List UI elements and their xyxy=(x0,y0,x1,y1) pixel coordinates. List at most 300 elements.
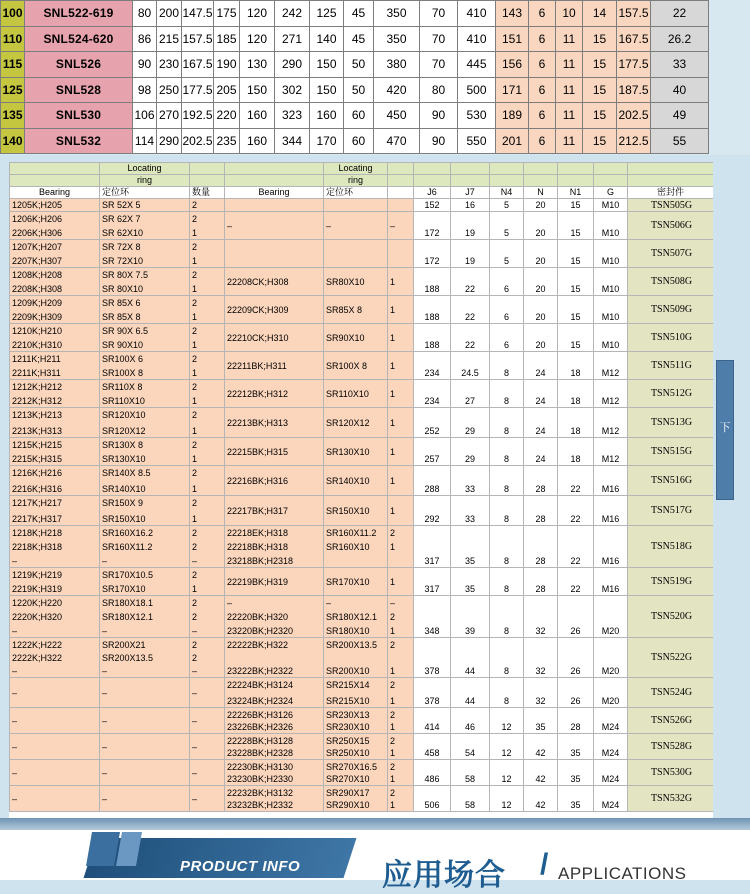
j6-cell: 378 xyxy=(414,638,451,678)
locating-ring-1-cell-line: SR150X 9 xyxy=(102,497,144,508)
header-locating: Locating xyxy=(100,163,190,175)
j6-cell: 152 xyxy=(414,199,451,212)
locating-ring-1-cell xyxy=(100,708,190,734)
locating-ring-2-cell-line: SR180X10 xyxy=(326,625,370,636)
seal-cell: TSN522G xyxy=(628,638,714,678)
locating-ring-2-cell-line: SR215X14 xyxy=(326,679,370,690)
quantity-2-cell-line: 1 xyxy=(390,332,396,343)
locating-ring-2-cell-line: SR180X12.1 xyxy=(326,611,378,622)
n-cell: 28 xyxy=(524,526,558,568)
top-value-cell: 160 xyxy=(310,103,344,129)
quantity-1-cell-line: – xyxy=(192,715,198,726)
top-value-cell: 177.5 xyxy=(182,77,214,103)
locating-ring-1-cell-line: SR130X10 xyxy=(102,453,146,464)
locating-ring-1-cell-line: SR120X12 xyxy=(102,425,146,436)
bearing-1-cell-lines xyxy=(12,467,99,495)
locating-ring-2-cell-line: SR120X12 xyxy=(326,417,370,428)
quantity-2-cell xyxy=(388,526,414,568)
bearing-2-cell-line: 23230BK;H2330 xyxy=(227,773,294,784)
bearing-2-cell-line: 22218EK;H318 xyxy=(227,527,289,538)
bearing-1-cell xyxy=(10,708,100,734)
quantity-1-cell-lines xyxy=(192,597,224,637)
bearing-1-cell-line: 1208K;H208 xyxy=(12,269,63,280)
quantity-1-cell xyxy=(190,324,225,352)
quantity-1-cell-line: 2 xyxy=(192,541,198,552)
header-cell xyxy=(490,175,524,187)
quantity-1-cell-line: 1 xyxy=(192,367,198,378)
quantity-1-cell-line: 1 xyxy=(192,395,198,406)
quantity-2-cell xyxy=(388,212,414,240)
top-housing-cell: SNL532 xyxy=(25,128,133,154)
top-value-cell: 80 xyxy=(420,77,458,103)
header-j6: J6 xyxy=(414,187,451,199)
quantity-1-cell-line: – xyxy=(192,555,198,566)
applications-title-en: APPLICATIONS xyxy=(558,864,687,883)
quantity-2-cell-lines xyxy=(390,787,413,811)
quantity-1-cell-line: – xyxy=(192,793,198,804)
table-row xyxy=(10,786,714,812)
quantity-2-cell-line: 1 xyxy=(390,665,396,676)
j7-cell: 35 xyxy=(451,568,490,596)
quantity-2-cell-line: 1 xyxy=(390,576,396,587)
locating-ring-1-cell-line: SR110X 8 xyxy=(102,381,143,392)
quantity-2-cell-lines xyxy=(390,304,413,316)
top-value-cell: 450 xyxy=(374,103,420,129)
j7-cell: 22 xyxy=(451,268,490,296)
top-table-row xyxy=(1,103,709,129)
top-value-cell: 11 xyxy=(556,77,583,103)
locating-ring-2-cell-lines xyxy=(326,505,387,517)
bearing-1-cell xyxy=(10,212,100,240)
quantity-1-cell-lines xyxy=(192,527,224,567)
bearing-2-cell-line: 23218BK;H2318 xyxy=(227,555,294,566)
top-value-cell: 302 xyxy=(275,77,310,103)
bearing-1-cell-line: 1207K;H207 xyxy=(12,241,63,252)
top-value-cell: 125 xyxy=(310,1,344,27)
locating-ring-2-cell-line: SR160X10 xyxy=(326,541,370,552)
header-cell xyxy=(524,163,558,175)
n4-cell: 6 xyxy=(490,296,524,324)
top-value-cell: 235 xyxy=(214,128,240,154)
j7-cell: 19 xyxy=(451,240,490,268)
bearing-1-cell xyxy=(10,296,100,324)
locating-ring-1-cell-lines xyxy=(102,497,189,525)
quantity-1-cell-line: 2 xyxy=(192,241,198,252)
locating-ring-1-cell xyxy=(100,760,190,786)
bearing-2-cell xyxy=(225,638,324,678)
g-cell: M16 xyxy=(594,496,628,526)
locating-ring-1-cell xyxy=(100,638,190,678)
header-cell xyxy=(628,163,714,175)
bearing-1-cell xyxy=(10,568,100,596)
quantity-1-cell-line: 2 xyxy=(192,297,198,308)
locating-ring-2-cell-lines xyxy=(326,360,387,372)
n-cell: 24 xyxy=(524,352,558,380)
top-value-cell: 270 xyxy=(157,103,182,129)
j7-cell: 33 xyxy=(451,496,490,526)
locating-ring-1-cell xyxy=(100,212,190,240)
locating-ring-2-cell xyxy=(324,352,388,380)
bearing-2-cell-line: 22211BK;H311 xyxy=(227,360,287,371)
header-cell xyxy=(490,163,524,175)
n-cell: 32 xyxy=(524,638,558,678)
top-value-cell: 323 xyxy=(275,103,310,129)
bearing-1-cell xyxy=(10,496,100,526)
footer-banner xyxy=(0,818,750,892)
top-value-cell: 187.5 xyxy=(617,77,651,103)
top-value-cell: 33 xyxy=(651,52,709,78)
locating-ring-2-cell xyxy=(324,240,388,268)
top-value-cell: 550 xyxy=(458,128,496,154)
quantity-1-cell-line: 2 xyxy=(192,597,198,608)
quantity-2-cell-line: – xyxy=(390,220,396,231)
seal-cell: TSN505G xyxy=(628,199,714,212)
quantity-2-cell-lines xyxy=(390,446,413,458)
n4-cell: 8 xyxy=(490,408,524,438)
locating-ring-2-cell xyxy=(324,199,388,212)
top-housing-cell: SNL528 xyxy=(25,77,133,103)
locating-ring-1-cell-line: SR120X10 xyxy=(102,409,146,420)
n1-cell: 26 xyxy=(558,638,594,678)
n4-cell: 8 xyxy=(490,678,524,708)
j6-cell: 506 xyxy=(414,786,451,812)
bearing-2-cell xyxy=(225,568,324,596)
locating-ring-1-cell xyxy=(100,240,190,268)
n4-cell: 5 xyxy=(490,212,524,240)
header-cell xyxy=(451,175,490,187)
bearing-2-cell-lines xyxy=(227,360,323,372)
j7-cell: 22 xyxy=(451,324,490,352)
bearing-2-cell xyxy=(225,352,324,380)
locating-ring-1-cell-line: – xyxy=(102,767,108,778)
header-ring: ring xyxy=(324,175,388,187)
locating-ring-2-cell xyxy=(324,438,388,466)
locating-ring-1-cell-lines xyxy=(102,297,189,323)
quantity-1-cell-line: 1 xyxy=(192,283,198,294)
top-value-cell: 410 xyxy=(458,26,496,52)
bearing-1-cell xyxy=(10,466,100,496)
top-value-cell: 190 xyxy=(214,52,240,78)
bearing-1-cell-line: – xyxy=(12,767,18,778)
top-value-cell: 6 xyxy=(529,1,556,27)
quantity-1-cell-line: 2 xyxy=(192,200,198,210)
locating-ring-1-cell-line: SR 52X 5 xyxy=(102,200,141,210)
n1-cell: 15 xyxy=(558,199,594,212)
n4-cell: 12 xyxy=(490,760,524,786)
top-value-cell: 201 xyxy=(496,128,529,154)
bearing-1-cell xyxy=(10,199,100,212)
locating-ring-2-cell-line: – xyxy=(326,220,332,231)
header-cell xyxy=(414,163,451,175)
bearing-2-cell xyxy=(225,760,324,786)
top-value-cell: 230 xyxy=(157,52,182,78)
bearing-2-cell xyxy=(225,408,324,438)
bearing-2-cell-line: 22217BK;H317 xyxy=(227,505,289,516)
top-value-cell: 530 xyxy=(458,103,496,129)
j6-cell: 486 xyxy=(414,760,451,786)
table-row xyxy=(10,734,714,760)
locating-ring-1-cell xyxy=(100,568,190,596)
quantity-2-cell-line: 2 xyxy=(390,761,396,772)
quantity-2-cell-lines xyxy=(390,527,413,567)
bearing-1-cell-lines xyxy=(12,409,99,437)
quantity-2-cell xyxy=(388,268,414,296)
locating-ring-2-cell xyxy=(324,786,388,812)
bearing-1-cell-line: – xyxy=(12,625,18,636)
bearing-1-cell-line: 1210K;H210 xyxy=(12,325,63,336)
table-row xyxy=(10,352,714,380)
bearing-1-cell-lines xyxy=(12,439,99,465)
bearing-2-cell-line: 23224BK;H2324 xyxy=(227,695,294,706)
top-value-cell: 6 xyxy=(529,52,556,78)
bearing-1-cell xyxy=(10,638,100,678)
n-cell: 24 xyxy=(524,380,558,408)
quantity-1-cell-line: 1 xyxy=(192,339,198,350)
top-value-cell: 215 xyxy=(157,26,182,52)
quantity-1-cell-line: 2 xyxy=(192,639,198,650)
bearing-1-cell xyxy=(10,380,100,408)
j7-cell: 46 xyxy=(451,708,490,734)
top-dimension-table xyxy=(0,0,709,154)
quantity-2-cell-line: 1 xyxy=(390,721,396,732)
bearing-1-cell-line: – xyxy=(12,741,18,752)
bearing-1-cell-line: 1209K;H209 xyxy=(12,297,63,308)
j7-cell: 44 xyxy=(451,678,490,708)
g-cell: M10 xyxy=(594,268,628,296)
n-cell: 20 xyxy=(524,268,558,296)
bearing-1-cell-line: 2222K;H322 xyxy=(12,652,63,663)
quantity-2-cell xyxy=(388,734,414,760)
quantity-1-cell xyxy=(190,568,225,596)
top-value-cell: 157.5 xyxy=(182,26,214,52)
locating-ring-2-cell xyxy=(324,380,388,408)
top-value-cell: 15 xyxy=(583,77,617,103)
header-ring: ring xyxy=(100,175,190,187)
locating-ring-2-cell-line: SR160X11.2 xyxy=(326,527,377,538)
locating-ring-2-cell-lines xyxy=(326,639,387,677)
product-info-label: PRODUCT INFO xyxy=(180,858,301,875)
locating-ring-2-cell xyxy=(324,526,388,568)
header-n4: N4 xyxy=(490,187,524,199)
top-value-cell: 205 xyxy=(214,77,240,103)
seal-cell: TSN520G xyxy=(628,596,714,638)
header-cell xyxy=(524,175,558,187)
locating-ring-2-cell-line: SR100X 8 xyxy=(326,360,368,371)
quantity-1-cell-line: – xyxy=(192,687,198,698)
n1-cell: 26 xyxy=(558,596,594,638)
quantity-2-cell-line xyxy=(390,555,413,567)
quantity-2-cell xyxy=(388,240,414,268)
n4-cell: 5 xyxy=(490,199,524,212)
quantity-2-cell-line: 1 xyxy=(390,417,396,428)
locating-ring-1-cell xyxy=(100,496,190,526)
n-cell: 28 xyxy=(524,568,558,596)
top-size-cell: 110 xyxy=(1,26,25,52)
locating-ring-2-cell-lines xyxy=(326,527,387,567)
top-value-cell: 220 xyxy=(214,103,240,129)
locating-ring-2-cell-lines xyxy=(326,304,387,316)
j6-cell: 458 xyxy=(414,734,451,760)
n-cell: 42 xyxy=(524,760,558,786)
bearing-1-cell-lines xyxy=(12,767,99,779)
g-cell: M10 xyxy=(594,296,628,324)
quantity-2-cell-lines xyxy=(390,735,413,759)
bearing-2-cell-lines xyxy=(227,475,323,487)
locating-ring-1-cell-line: – xyxy=(102,793,108,804)
n-cell: 24 xyxy=(524,438,558,466)
top-value-cell: 167.5 xyxy=(617,26,651,52)
locating-ring-2-cell-lines xyxy=(326,597,387,637)
locating-ring-2-cell-line: SR80X10 xyxy=(326,276,365,287)
header-bearing: Bearing xyxy=(10,187,100,199)
g-cell: M12 xyxy=(594,438,628,466)
j7-cell: 58 xyxy=(451,786,490,812)
j6-cell: 188 xyxy=(414,268,451,296)
quantity-1-cell-line: 2 xyxy=(192,497,198,508)
quantity-1-cell-line: – xyxy=(192,665,198,676)
n-cell: 20 xyxy=(524,199,558,212)
header-cell xyxy=(594,163,628,175)
locating-ring-1-cell-lines xyxy=(102,353,189,379)
top-value-cell: 98 xyxy=(133,77,157,103)
locating-ring-1-cell xyxy=(100,678,190,708)
quantity-1-cell-line: 1 xyxy=(192,513,198,524)
top-size-cell: 135 xyxy=(1,103,25,129)
locating-ring-2-cell-lines xyxy=(326,735,387,759)
quantity-1-cell-line: 2 xyxy=(192,381,198,392)
top-value-cell: 90 xyxy=(133,52,157,78)
j7-cell: 29 xyxy=(451,408,490,438)
top-value-cell: 250 xyxy=(157,77,182,103)
locating-ring-1-cell-line: SR170X10.5 xyxy=(102,569,154,580)
seal-cell: TSN506G xyxy=(628,212,714,240)
header-n: N xyxy=(524,187,558,199)
quantity-1-cell-line: – xyxy=(192,625,198,636)
quantity-1-cell-line: 1 xyxy=(192,425,198,436)
top-housing-cell: SNL524-620 xyxy=(25,26,133,52)
top-value-cell: 50 xyxy=(344,77,374,103)
table-row xyxy=(10,324,714,352)
locating-ring-1-cell-line: – xyxy=(102,687,108,698)
quantity-2-cell xyxy=(388,760,414,786)
bearing-1-cell xyxy=(10,678,100,708)
top-value-cell: 344 xyxy=(275,128,310,154)
top-value-cell: 189 xyxy=(496,103,529,129)
bearing-1-cell-line: 1219K;H219 xyxy=(12,569,63,580)
locating-ring-1-cell xyxy=(100,526,190,568)
scroll-down-button[interactable] xyxy=(716,360,734,500)
n1-cell: 35 xyxy=(558,786,594,812)
quantity-2-cell-line: 1 xyxy=(390,747,396,758)
n1-cell: 15 xyxy=(558,324,594,352)
locating-ring-1-cell-line: SR130X 8 xyxy=(102,439,144,450)
quantity-2-cell-line: 2 xyxy=(390,639,396,650)
n4-cell: 5 xyxy=(490,240,524,268)
locating-ring-1-cell-line: SR100X 6 xyxy=(102,353,144,364)
locating-ring-1-cell-lines xyxy=(102,439,189,465)
bearing-1-cell-lines xyxy=(12,297,99,323)
bearing-2-cell-line: 22228BK;H3128 xyxy=(227,735,294,746)
g-cell: M12 xyxy=(594,352,628,380)
bearing-2-cell xyxy=(225,240,324,268)
quantity-2-cell-lines xyxy=(390,220,413,232)
bearing-1-cell-line: 2207K;H307 xyxy=(12,255,63,266)
locating-ring-2-cell-line: SR215X10 xyxy=(326,695,370,706)
top-value-cell: 160 xyxy=(240,128,275,154)
bearing-1-cell-line: 2206K;H306 xyxy=(12,227,63,238)
locating-ring-2-cell-lines xyxy=(326,709,387,733)
top-value-cell: 86 xyxy=(133,26,157,52)
quantity-2-cell xyxy=(388,568,414,596)
g-cell: M20 xyxy=(594,638,628,678)
locating-ring-1-cell-line: SR200X21 xyxy=(102,639,146,650)
top-table-row xyxy=(1,128,709,154)
quantity-1-cell-line: 2 xyxy=(192,652,198,663)
top-value-cell: 15 xyxy=(583,103,617,129)
top-value-cell: 202.5 xyxy=(182,128,214,154)
bearing-2-cell xyxy=(225,438,324,466)
j6-cell: 288 xyxy=(414,466,451,496)
top-value-cell: 212.5 xyxy=(617,128,651,154)
top-value-cell: 114 xyxy=(133,128,157,154)
quantity-1-cell-line: 1 xyxy=(192,453,198,464)
locating-ring-2-cell-lines xyxy=(326,332,387,344)
locating-ring-1-cell-line: SR 80X 7.5 xyxy=(102,269,149,280)
top-value-cell: 14 xyxy=(583,1,617,27)
bearing-1-cell-lines xyxy=(12,199,99,211)
quantity-2-cell xyxy=(388,380,414,408)
quantity-1-cell xyxy=(190,734,225,760)
quantity-1-cell xyxy=(190,496,225,526)
g-cell: M10 xyxy=(594,240,628,268)
header-cell xyxy=(190,163,225,175)
table-row xyxy=(10,438,714,466)
header-cell xyxy=(558,163,594,175)
locating-ring-2-cell xyxy=(324,568,388,596)
top-value-cell: 50 xyxy=(344,52,374,78)
top-value-cell: 80 xyxy=(133,1,157,27)
g-cell: M24 xyxy=(594,760,628,786)
quantity-2-cell-lines xyxy=(390,332,413,344)
locating-ring-1-cell-line: SR180X18.1 xyxy=(102,597,154,608)
bearing-2-cell-line: 22215BK;H315 xyxy=(227,446,289,457)
locating-ring-1-cell-line: SR140X10 xyxy=(102,483,146,494)
locating-ring-1-cell-lines xyxy=(102,527,189,567)
bearing-1-cell-lines xyxy=(12,269,99,295)
locating-ring-2-cell xyxy=(324,296,388,324)
quantity-1-cell xyxy=(190,240,225,268)
locating-ring-2-cell-lines xyxy=(326,417,387,429)
locating-ring-1-cell xyxy=(100,268,190,296)
seal-cell: TSN512G xyxy=(628,380,714,408)
locating-ring-1-cell xyxy=(100,296,190,324)
j7-cell: 24.5 xyxy=(451,352,490,380)
top-value-cell: 156 xyxy=(496,52,529,78)
quantity-1-cell xyxy=(190,408,225,438)
locating-ring-1-cell xyxy=(100,596,190,638)
n4-cell: 12 xyxy=(490,708,524,734)
quantity-1-cell xyxy=(190,212,225,240)
quantity-1-cell-line: 2 xyxy=(192,569,198,580)
n1-cell: 15 xyxy=(558,268,594,296)
top-value-cell: 11 xyxy=(556,26,583,52)
n1-cell: 22 xyxy=(558,466,594,496)
g-cell: M20 xyxy=(594,678,628,708)
g-cell: M16 xyxy=(594,526,628,568)
locating-ring-2-cell-line: SR230X13 xyxy=(326,709,370,720)
g-cell: M12 xyxy=(594,408,628,438)
quantity-2-cell xyxy=(388,296,414,324)
